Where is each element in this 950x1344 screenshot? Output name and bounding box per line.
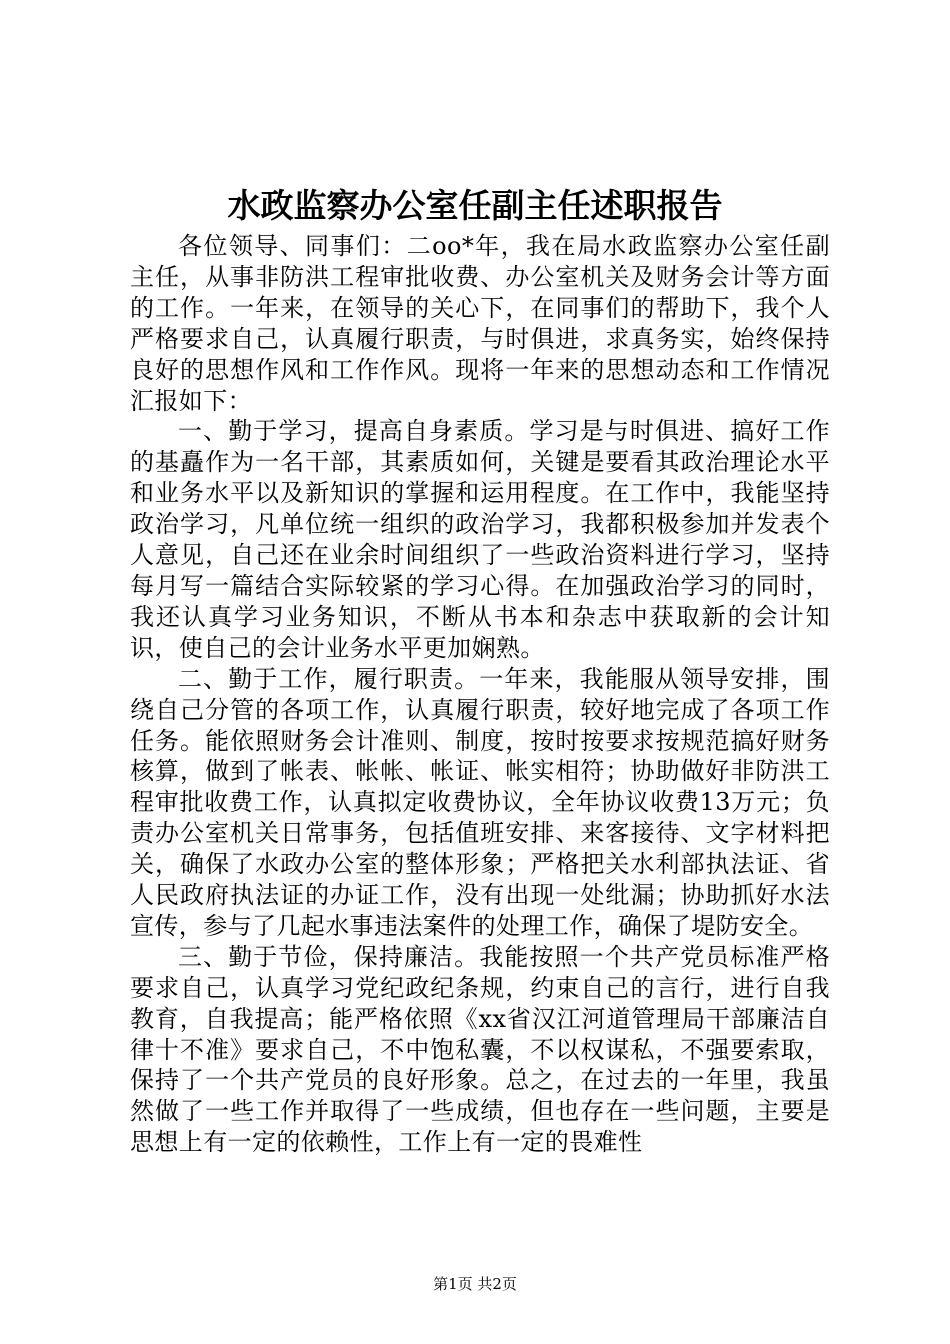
paragraph-integrity: 三、勤于节俭，保持廉洁。我能按照一个共产党员标准严格要求自己，认真学习党纪政纪条规，约束自己的言行，进行自我教育，自我提高；能严格依照《xx省汉江河道管理局干部廉洁自律十不准》要求自己，不中饱私囊，不以权谋私，不强要索取，保持了一个共产党员的良好形象。总之，在过去的一年里，我虽然做了一些工作并取得了一些成绩，但也存在一些问题，主要是思想上有一定的依赖性，工作上有一定的畏难性 [130, 942, 830, 1157]
document-body [130, 231, 830, 1158]
document-title: 水政监察办公室任副主任述职报告 [227, 186, 723, 225]
page-number-footer: 第1页 共2页 [433, 1275, 517, 1293]
paragraph-work: 二、勤于工作，履行职责。一年来，我能服从领导安排，围绕自己分管的各项工作，认真履行职责，较好地完成了各项工作任务。能依照财务会计准则、制度，按时按要求按规范搞好财务核算，做到了帐表、帐帐、帐证、帐实相符；协助做好非防洪工程审批收费工作，认真拟定收费协议，全年协议收费13万元；负责办公室机关日常事务，包括值班安排、来客接待、文字材料把关，确保了水政办公室的整体形象；严格把关水利部执法证、省人民政府执法证的办证工作，没有出现一处纰漏；协助抓好水法宣传，参与了几起水事违法案件的处理工作，确保了堤防安全。 [130, 664, 830, 940]
paragraph-study: 一、勤于学习，提高自身素质。学习是与时俱进、搞好工作的基矗作为一名干部，其素质如何，关键是要看其政治理论水平和业务水平以及新知识的掌握和运用程度。在工作中，我能坚持政治学习，凡单位统一组织的政治学习，我都积极参加并发表个人意见，自己还在业余时间组织了一些政治资料进行学习，坚持每月写一篇结合实际较紧的学习心得。在加强政治学习的同时，我还认真学习业务知识，不断从书本和杂志中获取新的会计知识，使自己的会计业务水平更加娴熟。 [130, 417, 830, 662]
paragraph-intro: 各位领导、同事们：二oo*年，我在局水政监察办公室任副主任，从事非防洪工程审批收费、办公室机关及财务会计等方面的工作。一年来，在领导的关心下，在同事们的帮助下，我个人严格要求自己，认真履行职责，与时俱进，求真务实，始终保持良好的思想作风和工作作风。现将一年来的思想动态和工作情况汇报如下： [130, 232, 830, 415]
